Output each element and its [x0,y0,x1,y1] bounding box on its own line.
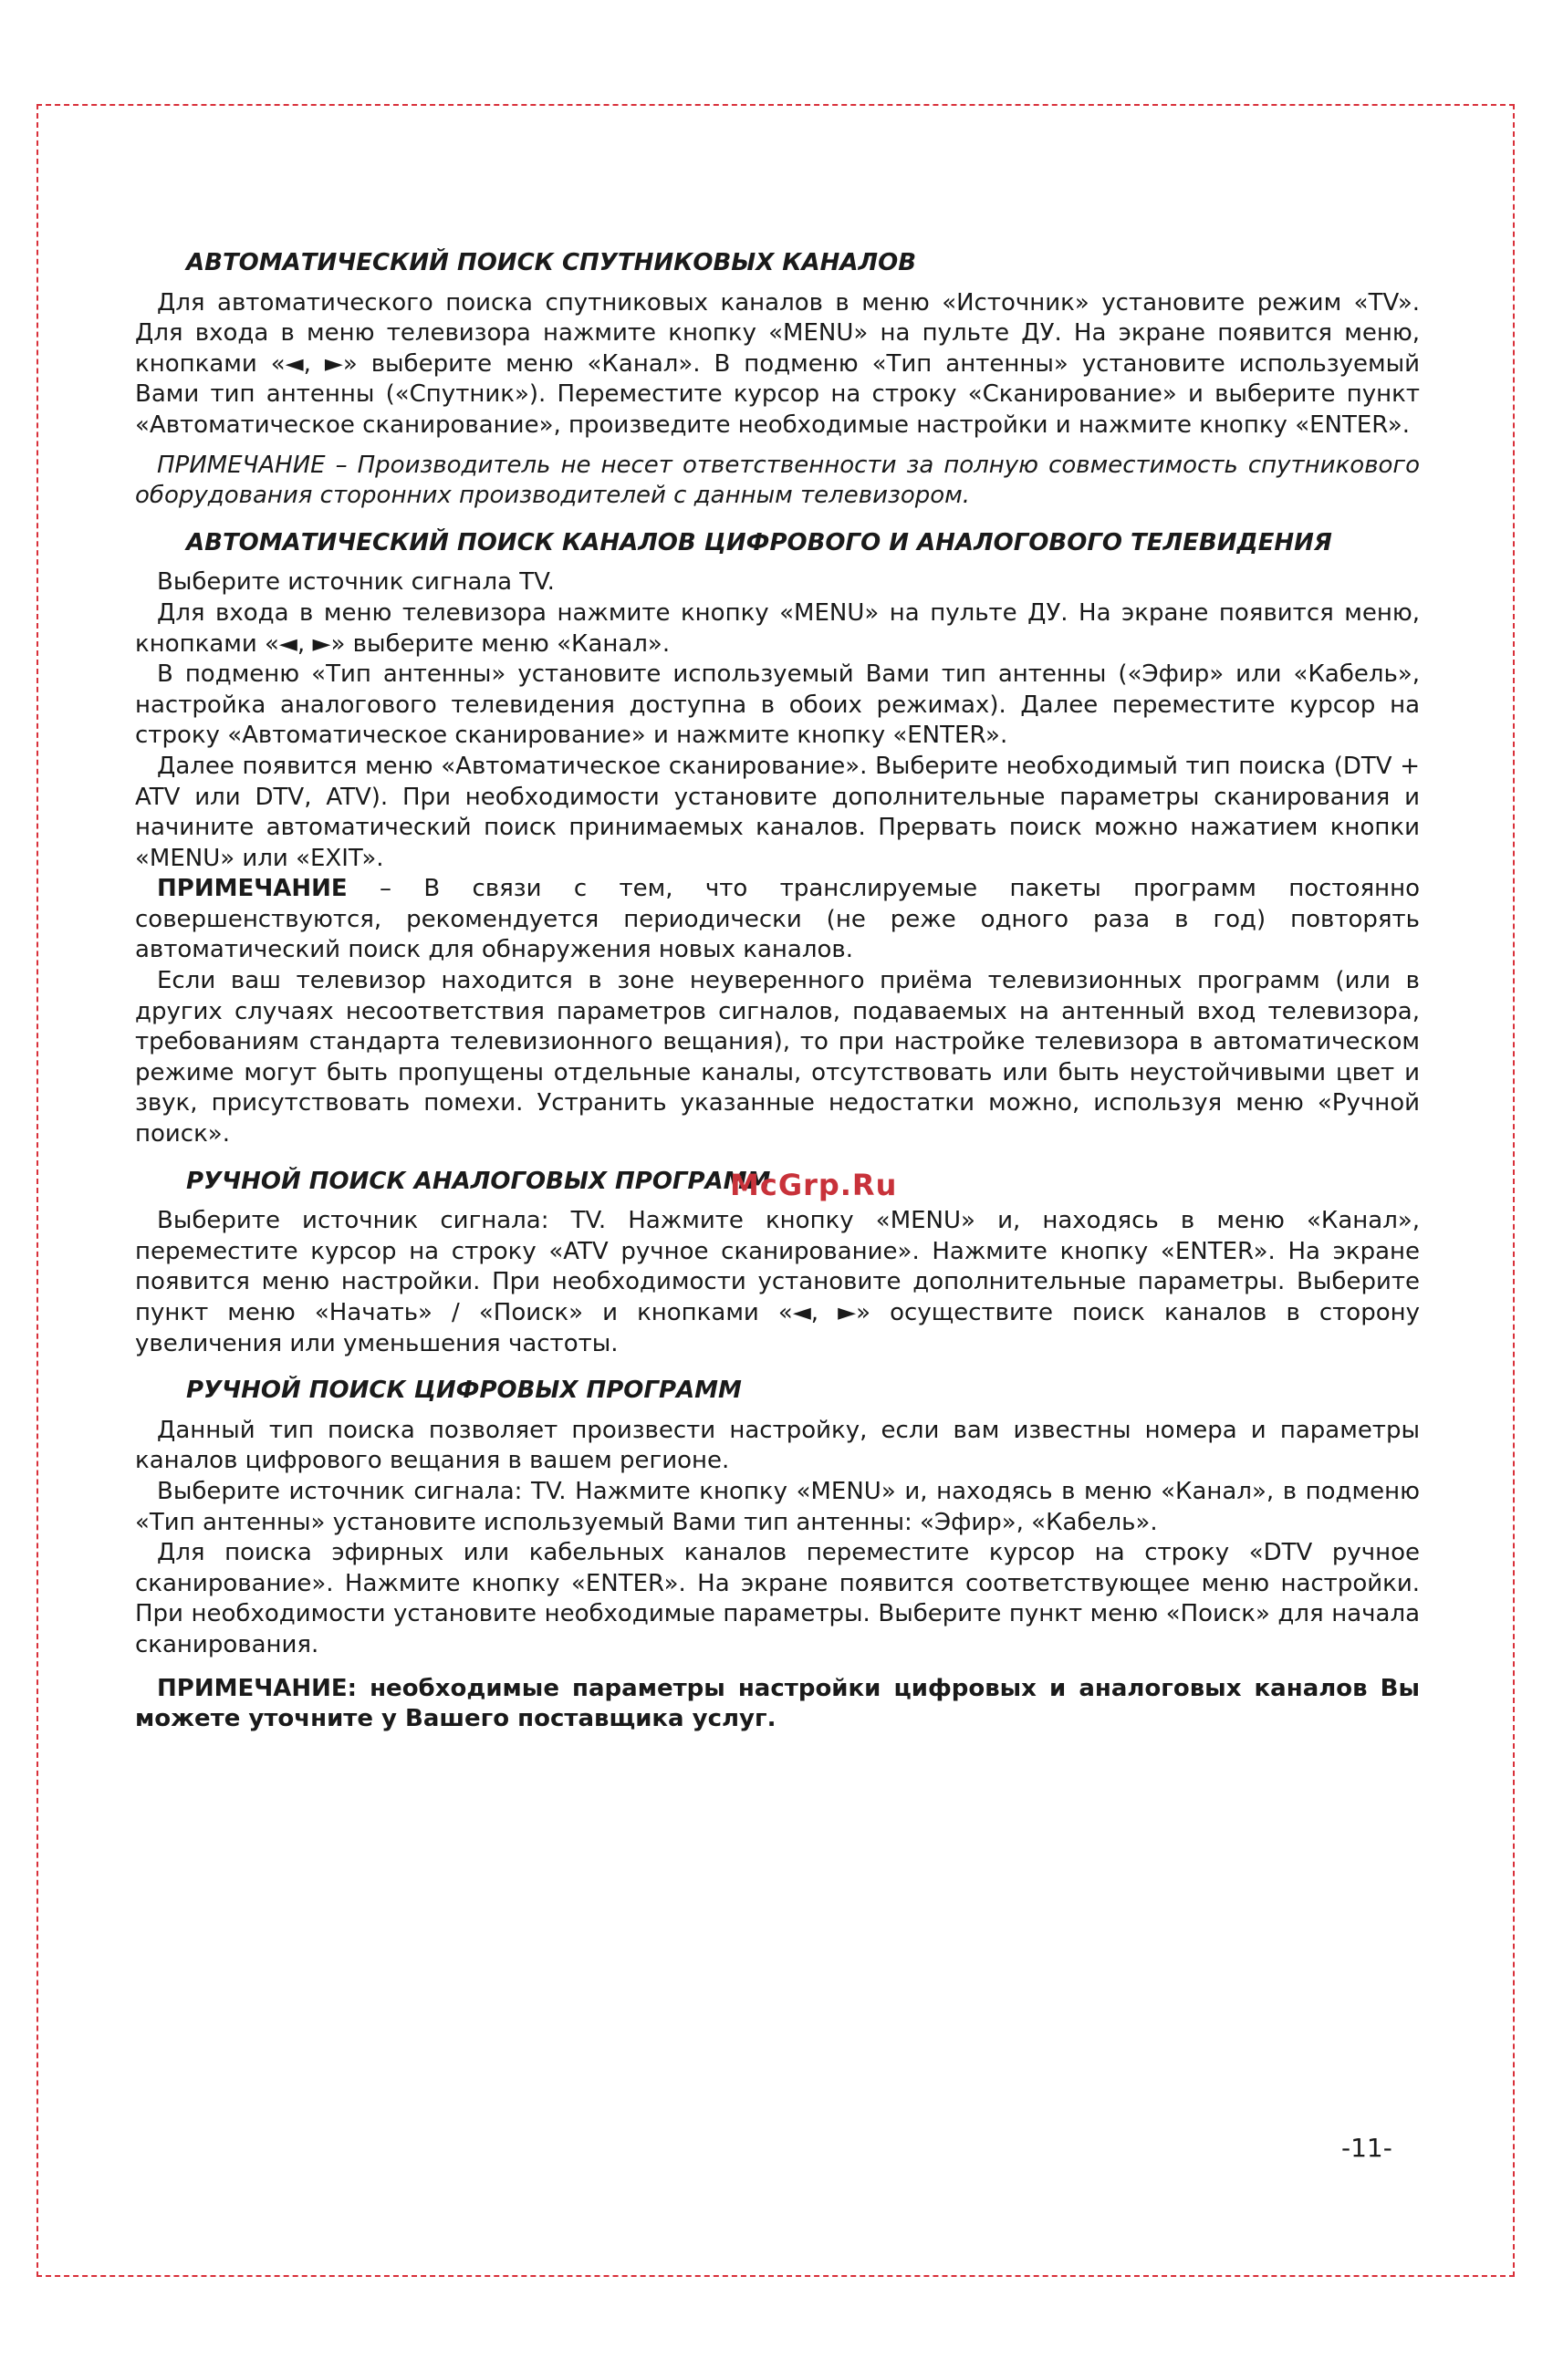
heading-manual-analog: РУЧНОЙ ПОИСК АНАЛОГОВЫХ ПРОГРАММ [186,1167,771,1195]
watermark: McGrp.Ru [730,1168,898,1202]
note-paragraph: ПРИМЕЧАНИЕ – Производитель не несет ответственности за полную совместимость спутникового оборудования сторонних производителей с данным телевизором. [135,451,1420,510]
paragraph: Выберите источник сигнала: TV. Нажмите кнопку «MENU» и, находясь в меню «Канал», переместите курсор на строку «ATV ручное сканирование». Нажмите кнопку «ENTER». На экране появится меню настройки. При необходимости установите дополнительные параметры. Выберите пункт меню «Начать» / «Поиск» и кнопками «◄, ►» осуществите поиск каналов в сторону увеличения или уменьшения частоты. [135,1207,1420,1357]
paragraph: Выберите источник сигнала: TV. Нажмите кнопку «MENU» и, находясь в меню «Канал», в подменю «Тип антенны» установите используемый Вами тип антенны: «Эфир», «Кабель». [135,1477,1420,1536]
page-content [135,248,1420,1735]
paragraph: Для поиска эфирных или кабельных каналов переместите курсор на строку «DTV ручное сканирование». Нажмите кнопку «ENTER». На экране появится соответствующее меню настройки. При необходимости установите необходимые параметры. Выберите пункт меню «Поиск» для начала сканирования. [135,1539,1420,1658]
paragraph: Если ваш телевизор находится в зоне неуверенного приёма телевизионных программ (или в других случаях несоответствия параметров сигналов, подаваемых на антенный вход телевизора, требованиям стандарта телевизионного вещания), то при настройке телевизора в автоматическом режиме могут быть пропущены отдельные каналы, отсутствовать или быть неустойчивыми цвет и звук, присутствовать помехи. Устранить указанные недостатки можно, используя меню «Ручной поиск». [135,967,1420,1148]
page-number: -11- [1341,2133,1392,2163]
heading-satellite-search: АВТОМАТИЧЕСКИЙ ПОИСК СПУТНИКОВЫХ КАНАЛОВ [186,249,917,276]
heading-auto-digital-analog: АВТОМАТИЧЕСКИЙ ПОИСК КАНАЛОВ ЦИФРОВОГО И АНАЛОГОВОГО ТЕЛЕВИДЕНИЯ [186,528,1332,556]
paragraph: Выберите источник сигнала TV. [157,568,555,597]
final-note: ПРИМЕЧАНИЕ: необходимые параметры настройки цифровых и аналоговых каналов Вы можете уточните у Вашего поставщика услуг. [135,1674,1420,1733]
paragraph: Для автоматического поиска спутниковых каналов в меню «Источник» установите режим «TV». Для входа в меню телевизора нажмите кнопку «MENU» на пульте ДУ. На экране появится меню, кнопками «◄, ►» выберите меню «Канал». В подменю «Тип антенны» установите используемый Вами тип антенны («Спутник»). Переместите курсор на строку «Сканирование» и выберите пункт «Автоматическое сканирование», произведите необходимые настройки и нажмите кнопку «ENTER». [135,288,1420,439]
note-label: ПРИМЕЧАНИЕ [157,875,348,903]
paragraph: В подменю «Тип антенны» установите используемый Вами тип антенны («Эфир» или «Кабель», настройка аналогового телевидения доступна в обоих режимах). Далее переместите курсор на строку «Автоматическое сканирование» и нажмите кнопку «ENTER». [135,660,1420,750]
note-paragraph [135,874,1420,966]
paragraph: Далее появится меню «Автоматическое сканирование». Выберите необходимый тип поиска (DTV + ATV или DTV, ATV). При необходимости установите дополнительные параметры сканирования и начините автоматический поиск принимаемых каналов. Прервать поиск можно нажатием кнопки «MENU» или «EXIT». [135,752,1420,872]
note-text: – В связи с тем, что транслируемые пакеты программ постоянно совершенствуются, рекомендуется периодически (не реже одного раза в год) повторять автоматический поиск для обнаружения новых каналов. [135,875,1420,964]
paragraph: Данный тип поиска позволяет произвести настройку, если вам известны номера и параметры каналов цифрового вещания в вашем регионе. [135,1416,1420,1475]
paragraph: Для входа в меню телевизора нажмите кнопку «MENU» на пульте ДУ. На экране появится меню, кнопками «◄, ►» выберите меню «Канал». [135,598,1420,658]
heading-manual-digital: РУЧНОЙ ПОИСК ЦИФРОВЫХ ПРОГРАММ [186,1377,742,1405]
